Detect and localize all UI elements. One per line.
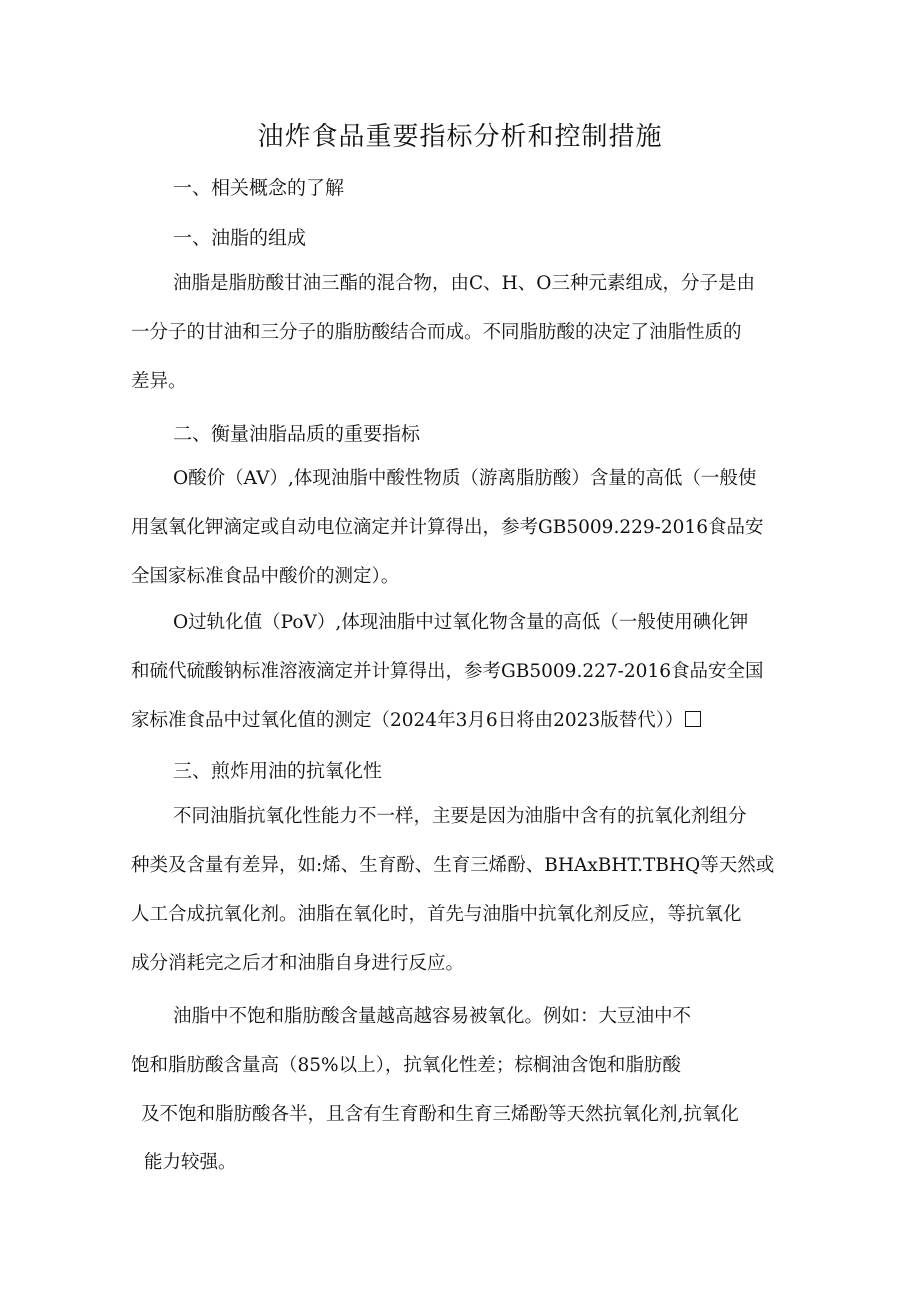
empty-box-icon	[685, 711, 701, 727]
document-title: 油炸食品重要指标分析和控制措施	[257, 122, 663, 152]
paragraph-line: 用氢氧化钾滴定或自动电位滴定并计算得出，参考GB5009.229-2016食品安	[131, 517, 764, 538]
paragraph-line: O过轨化值（PoV）,体现油脂中过氧化物含量的高低（一般使用碘化钾	[173, 612, 749, 633]
paragraph-line: 一分子的甘油和三分子的脂肪酸结合而成。不同脂肪酸的决定了油脂性质的	[131, 322, 742, 343]
paragraph-line: 成分消耗完之后才和油脂自身进行反应。	[131, 953, 465, 974]
paragraph-line: 能力较强。	[144, 1152, 237, 1173]
section-heading-indicators: 二、衡量油脂品质的重要指标	[173, 423, 421, 445]
paragraph-line: 和硫代硫酸钠标准溶液滴定并计算得出，参考GB5009.227-2016食品安全国	[131, 661, 764, 682]
section-heading-composition: 一、油脂的组成	[173, 227, 307, 249]
paragraph-line: 油脂是脂肪酸甘油三酯的混合物，由C、H、O三种元素组成，分子是由	[173, 273, 755, 294]
paragraph-line: O酸价（AV）,体现油脂中酸性物质（游离脂肪酸）含量的高低（一般使	[173, 468, 757, 489]
paragraph-line-with-box	[131, 706, 701, 736]
paragraph-line: 不同油脂抗氧化性能力不一样，主要是因为油脂中含有的抗氧化剂组分	[173, 806, 747, 827]
paragraph-line: 及不饱和脂肪酸各半，且含有生育酚和生育三烯酚等天然抗氧化剂,抗氧化	[141, 1104, 739, 1125]
paragraph-line: 油脂中不饱和脂肪酸含量越高越容易被氧化。例如：大豆油中不	[173, 1006, 692, 1027]
paragraph-line: 全国家标准食品中酸价的测定）。	[131, 566, 400, 587]
paragraph-line: 差异。	[131, 371, 187, 392]
paragraph-line-text: 家标准食品中过氧化值的测定（2024年3月6日将由2023版替代））	[131, 710, 684, 731]
section-heading-concepts: 一、相关概念的了解	[173, 177, 345, 199]
paragraph-line: 人工合成抗氧化剂。油脂在氧化时，首先与油脂中抗氧化剂反应，等抗氧化	[131, 904, 742, 925]
section-heading-antioxidant: 三、煎炸用油的抗氧化性	[173, 760, 383, 782]
paragraph-line: 饱和脂肪酸含量高（85%以上），抗氧化性差；棕榈油含饱和脂肪酸	[131, 1055, 681, 1076]
paragraph-line: 种类及含量有差异，如:烯、生育酚、生育三烯酚、BHAxBHT.TBHQ等天然或	[131, 855, 775, 876]
